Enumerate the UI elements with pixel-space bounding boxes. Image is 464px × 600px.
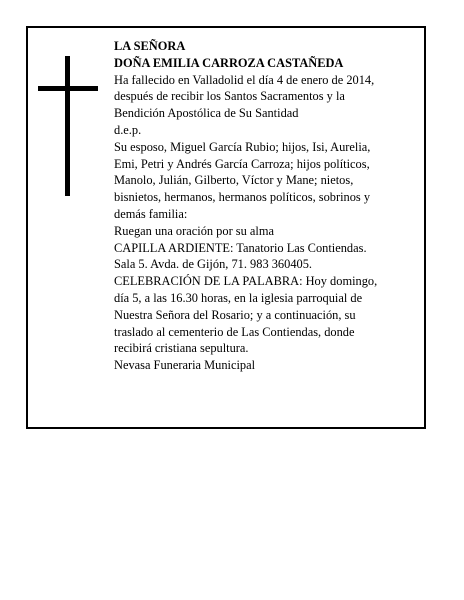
notice-body-line: CAPILLA ARDIENTE: Tanatorio Las Contiendas. xyxy=(114,240,367,255)
notice-body-line: Su esposo, Miguel García Rubio; hijos, Isi, Aurelia, xyxy=(114,139,371,154)
cross-horizontal-bar xyxy=(38,86,98,91)
cross-icon xyxy=(38,56,98,196)
notice-body-line: Ha fallecido en Valladolid el día 4 de enero de 2014, xyxy=(114,72,375,87)
notice-body-line: Sala 5. Avda. de Gijón, 71. 983 360405. xyxy=(114,257,313,272)
notice-body-line: traslado al cementerio de Las Contiendas, donde xyxy=(114,324,355,339)
notice-body-line: recibirá cristiana sepultura. xyxy=(114,341,249,356)
notice-heading-title: LA SEÑORA xyxy=(114,39,186,53)
notice-body-line: demás familia: xyxy=(114,206,188,221)
notice-body-line: Manolo, Julián, Gilberto, Víctor y Mane; nietos, xyxy=(114,173,354,188)
notice-funeral-home: Nevasa Funeraria Municipal xyxy=(114,358,256,373)
notice-deceased-name: DOÑA EMILIA CARROZA CASTAÑEDA xyxy=(114,55,344,70)
notice-body-line: CELEBRACIÓN DE LA PALABRA: Hoy domingo, xyxy=(114,274,378,289)
cross-vertical-bar xyxy=(65,56,70,196)
notice-body-line: Bendición Apostólica de Su Santidad xyxy=(114,106,299,121)
notice-body-line: bisnietos, hermanos, hermanos políticos, sobrinos y xyxy=(114,190,371,205)
notice-body-line: después de recibir los Santos Sacramentos y la xyxy=(114,89,345,104)
notice-body-line: día 5, a las 16.30 horas, en la iglesia parroquial de xyxy=(114,290,363,305)
obituary-text xyxy=(114,38,414,374)
notice-body-line: Ruegan una oración por su alma xyxy=(114,223,274,238)
notice-body-line: Emi, Petri y Andrés García Carroza; hijos políticos, xyxy=(114,156,370,171)
notice-rip-line: d.e.p. xyxy=(114,122,142,137)
notice-body-line: Nuestra Señora del Rosario; y a continuación, su xyxy=(114,307,356,322)
